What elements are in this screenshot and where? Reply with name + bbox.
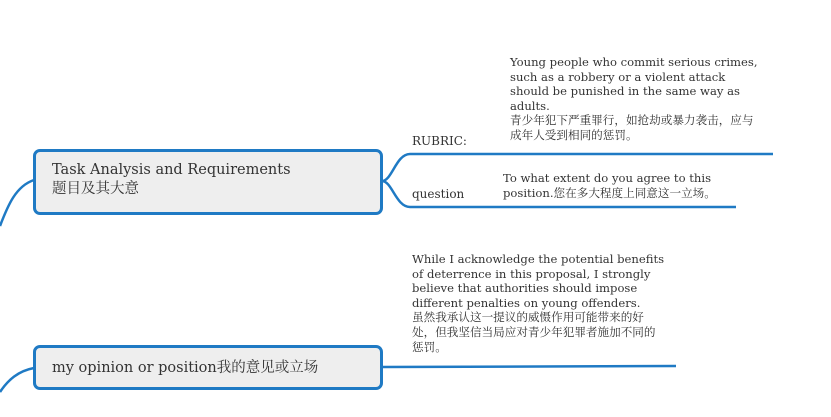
task-node-title: Task Analysis and Requirements	[52, 162, 291, 178]
rubric-line: 青少年犯下严重罪行，如抢劫或暴力袭击，应与	[510, 113, 754, 128]
opinion-node-title: my opinion or position我的意见或立场	[52, 360, 319, 376]
opinion-line: believe that authorities should impose	[412, 281, 638, 296]
rubric-line: should be punished in the same way as	[510, 84, 740, 99]
task-node-subtitle: 题目及其大意	[52, 181, 139, 197]
opinion-line: of deterrence in this proposal, I strongly	[412, 266, 651, 281]
opinion-node[interactable]	[33, 345, 383, 390]
rubric-line: adults.	[510, 98, 550, 113]
rubric-line: Young people who commit serious crimes,	[510, 55, 758, 69]
question-text	[503, 171, 716, 200]
opinion-text	[412, 252, 664, 354]
connector-root-task	[0, 180, 34, 226]
rubric-label: RUBRIC:	[412, 134, 467, 148]
question-line: position.您在多大程度上同意这一立场。	[503, 185, 716, 200]
opinion-line: different penalties on young offenders.	[412, 295, 641, 310]
question-line: To what extent do you agree to this	[503, 171, 712, 185]
rubric-line: 成年人受到相同的惩罚。	[510, 127, 638, 142]
connector-opinion-text	[382, 366, 676, 367]
task-analysis-node[interactable]	[33, 149, 383, 215]
connector-root-opinion	[0, 368, 34, 392]
opinion-line: While I acknowledge the potential benefits	[412, 252, 665, 266]
opinion-line: 处，但我坚信当局应对青少年犯罪者施加不同的	[412, 324, 656, 339]
question-label: question	[412, 187, 465, 201]
opinion-line: 虽然我承认这一提议的威慑作用可能带来的好	[412, 310, 644, 325]
rubric-text	[510, 55, 758, 143]
opinion-line: 惩罚。	[412, 339, 447, 354]
rubric-line: such as a robbery or a violent attack	[510, 69, 726, 84]
